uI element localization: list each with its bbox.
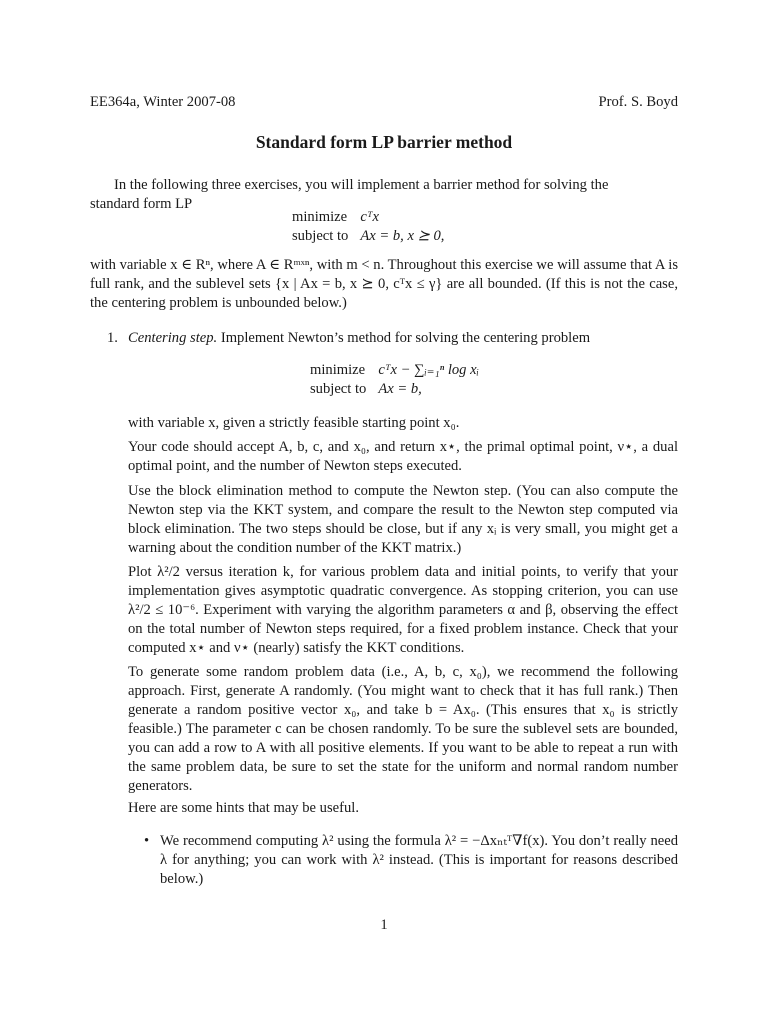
item-number: 1.	[107, 330, 118, 346]
intro-line-1: In the following three exercises, you will implement a barrier method for solving the	[114, 177, 609, 193]
item1-heading: Centering step.	[128, 330, 218, 346]
centering-constraints: Ax = b,	[378, 381, 422, 397]
centering-subject-label: subject to	[310, 381, 367, 397]
item1-intro	[128, 329, 678, 348]
bullet-marker: •	[144, 833, 150, 849]
lp-problem	[292, 208, 444, 246]
centering-objective: cᵀx − ∑ᵢ₌₁ⁿ log xᵢ	[378, 362, 479, 378]
intro-line-2: standard form LP	[90, 196, 193, 212]
lp-minimize-label: minimize	[292, 209, 348, 225]
paragraph-variable: with variable x, given a strictly feasible starting point x₀.	[128, 415, 460, 431]
bullet-lambda: We recommend computing λ² using the formula λ² = −Δxₙₜᵀ∇f(x). You don’t really need λ for anything; you can work with λ² instead. (This is important for reasons described below.)	[160, 833, 678, 887]
lp-description: with variable x ∈ Rⁿ, where A ∈ Rᵐˣⁿ, with m < n. Throughout this exercise we will assume that A is full rank, and the sublevel sets {x | Ax = b, x ⪰ 0, cᵀx ≤ γ} are all bounded. (If this is not the case, the centering problem is unbounded below.)	[90, 257, 678, 311]
author-header: Prof. S. Boyd	[598, 94, 678, 110]
item1-text: Implement Newton’s method for solving the centering problem	[217, 330, 591, 346]
paragraph-plot: Plot λ²/2 versus iteration k, for various problem data and initial points, to verify that your implementation gives asymptotic quadratic convergence. As stopping criterion, you can use λ²/2 ≤ 10⁻⁶. Experiment with varying the algorithm parameters α and β, observing the effect on the total number of Newton steps required, for a fixed problem instance. Check that your computed x⋆ and ν⋆ (nearly) satisfy the KKT conditions.	[128, 564, 678, 656]
page-number: 1	[380, 917, 388, 933]
centering-minimize-label: minimize	[310, 362, 366, 378]
paragraph-hints: Here are some hints that may be useful.	[128, 800, 359, 816]
centering-problem	[310, 361, 479, 399]
paragraph-random-data: To generate some random problem data (i.e., A, b, c, x₀), we recommend the following approach. First, generate A randomly. (You might want to check that it has full rank.) Then generate a random positive vector x₀, and take b = Ax₀. (This ensures that x₀ is strictly feasible.) The parameter c can be chosen randomly. To be sure the sublevel sets are bounded, you can add a row to A with all positive elements. If you want to be able to repeat a run with the same problem data, be sure to set the state for the uniform and normal random number generators.	[128, 664, 678, 794]
paragraph-inputs: Your code should accept A, b, c, and x₀, and return x⋆, the primal optimal point, ν⋆, a dual optimal point, and the number of Newton steps executed.	[128, 439, 678, 474]
lp-subject-label: subject to	[292, 228, 349, 244]
course-header: EE364a, Winter 2007-08	[90, 94, 236, 110]
paragraph-block-elimination: Use the block elimination method to compute the Newton step. (You can also compute the Newton step via the KKT system, and compare the result to the Newton step computed via block elimination. The two steps should be close, but if any xᵢ is very small, you might get a warning about the condition number of the KKT matrix.)	[128, 483, 678, 556]
lp-constraints: Ax = b, x ⪰ 0,	[360, 228, 445, 244]
page-title: Standard form LP barrier method	[255, 132, 513, 152]
lp-objective: cᵀx	[360, 209, 379, 225]
